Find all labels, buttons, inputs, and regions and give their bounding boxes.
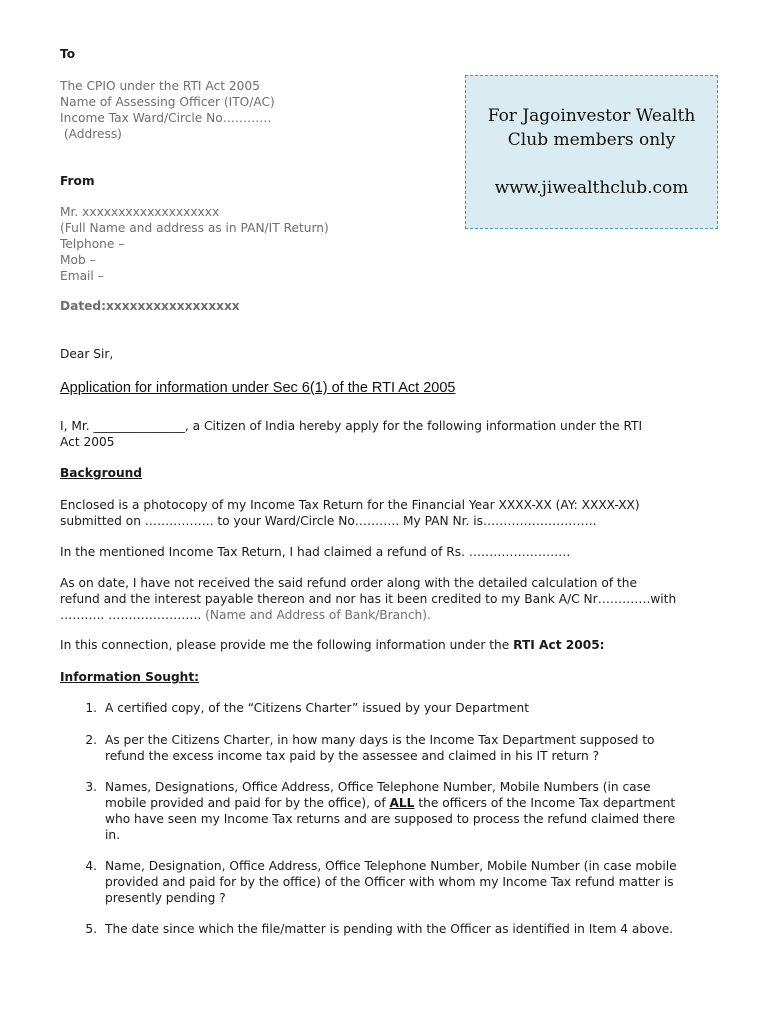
item-line: presently pending ?	[105, 891, 226, 905]
item-line: who have seen my Income Tax returns and are supposed to process the refund claimed there	[105, 812, 676, 826]
background-p1-line-1: Enclosed is a photocopy of my Income Tax Return for the Financial Year XXXX-XX (AY: XXXX-XX)	[60, 498, 640, 512]
item-line: Name, Designation, Office Address, Office Telephone Number, Mobile Number (in case mobile	[105, 859, 677, 873]
item-line: The date since which the file/matter is pending with the Officer as identified in Item 4 above.	[105, 922, 674, 936]
item-number: 1.	[85, 701, 97, 715]
from-line-1: Mr. xxxxxxxxxxxxxxxxxxx	[60, 205, 220, 219]
connection-act: RTI Act 2005:	[513, 638, 605, 652]
dated-line: Dated:xxxxxxxxxxxxxxxxx	[60, 299, 240, 313]
item-line-part: mobile provided and paid for by the office), of	[105, 796, 390, 810]
item-line: As per the Citizens Charter, in how many days is the Income Tax Department supposed to	[105, 733, 655, 747]
item-line: Names, Designations, Office Address, Office Telephone Number, Mobile Numbers (in case	[105, 780, 651, 794]
bank-note: (Name and Address of Bank/Branch).	[205, 608, 431, 622]
item-number: 5.	[85, 922, 97, 936]
connection-text: In this connection, please provide me the following information under the	[60, 638, 514, 652]
background-heading: Background	[60, 466, 143, 480]
item-text	[105, 700, 705, 716]
promo-text	[466, 104, 717, 152]
subject-line: Application for information under Sec 6(1) of the RTI Act 2005	[60, 380, 456, 396]
item-number: 3.	[85, 780, 97, 794]
item-number: 2.	[85, 733, 97, 747]
from-heading: From	[60, 174, 95, 188]
item-line: provided and paid for by the office) of the Officer with whom my Income Tax refund matter is	[105, 875, 674, 889]
promo-line-1: For Jagoinvestor Wealth	[487, 106, 696, 126]
connection-line	[60, 637, 605, 653]
from-line-4: Mob –	[60, 253, 96, 267]
item-line: refund the excess income tax paid by the assessee and claimed in his IT return ?	[105, 749, 600, 763]
from-line-2: (Full Name and address as in PAN/IT Return)	[60, 221, 329, 235]
background-p3-line-2: refund and the interest payable thereon and nor has it been credited to my Bank A/C Nr………….with	[60, 592, 677, 606]
intro-line-1: I, Mr. _______________, a Citizen of India hereby apply for the following information under the RTI	[60, 419, 643, 433]
to-heading: To	[60, 47, 76, 61]
to-line-4: (Address)	[60, 127, 122, 141]
item-line: A certified copy, of the “Citizens Charter” issued by your Department	[105, 701, 529, 715]
promo-line-2: Club members only	[507, 130, 676, 150]
background-p3-line-1: As on date, I have not received the said refund order along with the detailed calculation of the	[60, 576, 638, 590]
all-emphasis: ALL	[389, 796, 415, 810]
to-line-3: Income Tax Ward/Circle No…………	[60, 111, 272, 125]
promo-url[interactable]: www.jiwealthclub.com	[494, 178, 689, 198]
background-p2: In the mentioned Income Tax Return, I had claimed a refund of Rs. …………………….	[60, 545, 571, 559]
intro-line-2: Act 2005	[60, 435, 115, 449]
item-number: 4.	[85, 859, 97, 873]
item-text	[105, 921, 705, 937]
promo-box	[465, 75, 718, 229]
from-line-5: Email –	[60, 269, 104, 283]
bank-dots: ……….. …………………..	[60, 608, 206, 622]
item-text	[105, 779, 705, 843]
item-line: in.	[105, 828, 120, 842]
to-line-2: Name of Assessing Officer (ITO/AC)	[60, 95, 275, 109]
info-sought-heading: Information Sought:	[60, 670, 200, 684]
background-p3-line-3	[60, 607, 431, 623]
item-text	[105, 858, 705, 906]
background-p1-line-2: submitted on …………….. to your Ward/Circle No……….. My PAN Nr. is……………………….	[60, 514, 597, 528]
item-text	[105, 732, 705, 764]
item-line	[105, 795, 705, 811]
to-line-1: The CPIO under the RTI Act 2005	[60, 79, 260, 93]
from-line-3: Telphone –	[60, 237, 125, 251]
salutation: Dear Sir,	[60, 347, 114, 361]
item-line-part: the officers of the Income Tax department	[418, 796, 676, 810]
